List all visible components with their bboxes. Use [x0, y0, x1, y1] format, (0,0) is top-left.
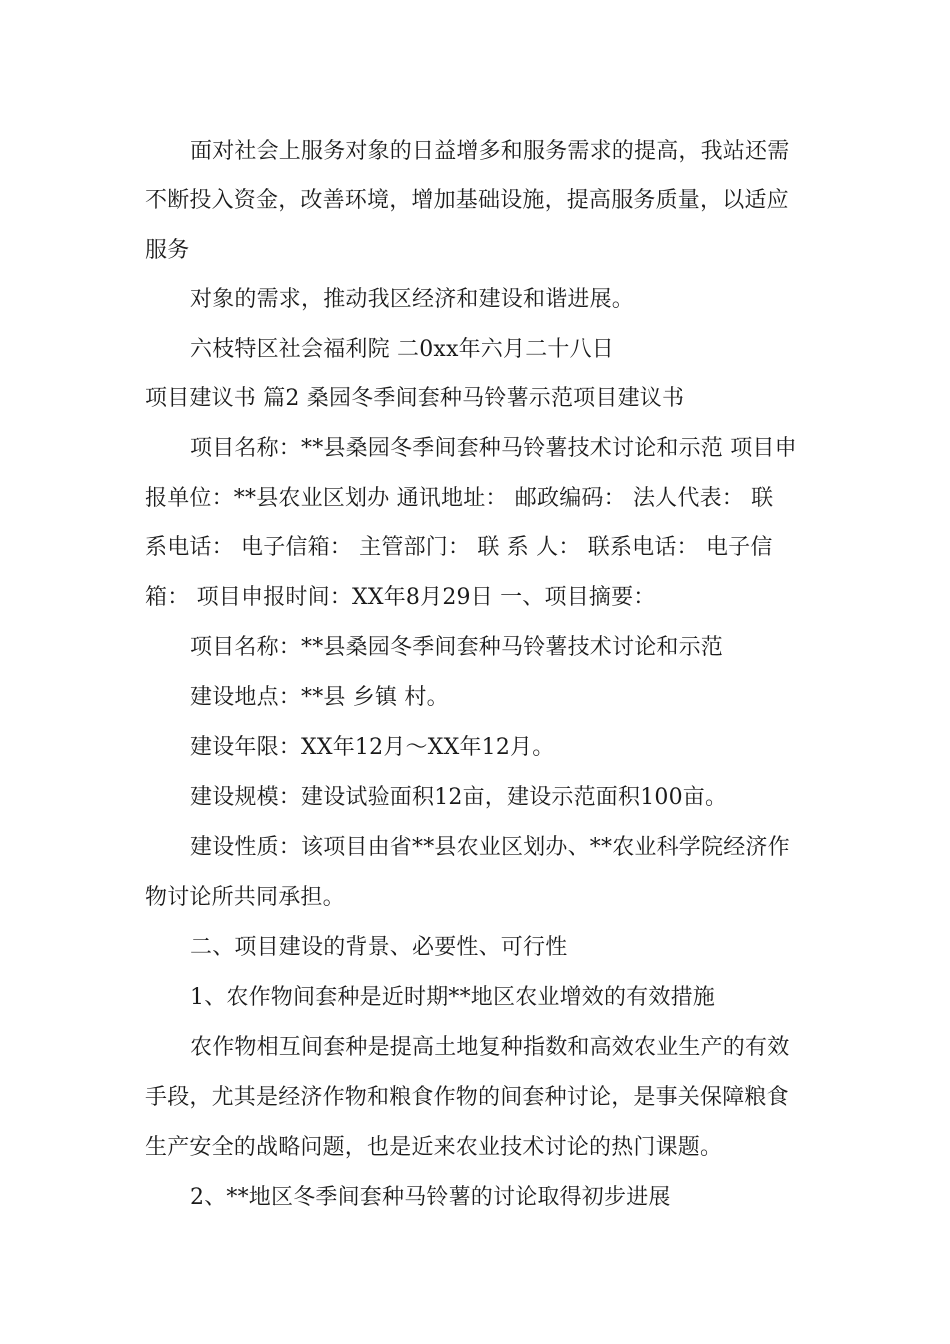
- paragraph-line: 项目名称：**县桑园冬季间套种马铃薯技术讨论和示范: [190, 635, 724, 660]
- subsection-heading: 1、农作物间套种是近时期**地区农业增效的有效措施: [190, 985, 715, 1010]
- paragraph-line: 箱： 项目申报时间：XX年8月29日 一、项目摘要：: [145, 585, 656, 610]
- paragraph-line: 报单位：**县农业区划办 通讯地址： 邮政编码： 法人代表： 联: [145, 486, 774, 511]
- subsection-heading: 2、**地区冬季间套种马铃薯的讨论取得初步进展: [190, 1185, 671, 1210]
- paragraph-line: 手段，尤其是经济作物和粮食作物的间套种讨论，是事关保障粮食: [145, 1085, 789, 1110]
- paragraph-line: 建设规模：建设试验面积12亩，建设示范面积100亩。: [190, 785, 728, 810]
- signature-line: 六枝特区社会福利院 二0xx年六月二十八日: [190, 337, 615, 362]
- paragraph-line: 系电话： 电子信箱： 主管部门： 联 系 人： 联系电话： 电子信: [145, 535, 773, 560]
- paragraph-line: 农作物相互间套种是提高土地复种指数和高效农业生产的有效: [190, 1035, 790, 1060]
- paragraph-line: 生产安全的战略问题，也是近来农业技术讨论的热门课题。: [145, 1135, 723, 1160]
- section-heading: 项目建议书 篇2 桑园冬季间套种马铃薯示范项目建议书: [145, 386, 685, 411]
- paragraph-line: 建设性质：该项目由省**县农业区划办、**农业科学院经济作: [190, 835, 790, 860]
- paragraph-line: 物讨论所共同承担。: [145, 885, 345, 910]
- paragraph-line: 建设地点：**县 乡镇 村。: [190, 685, 449, 710]
- section-heading: 二、项目建设的背景、必要性、可行性: [190, 935, 568, 960]
- paragraph-line: 服务: [145, 238, 190, 263]
- paragraph-line: 不断投入资金，改善环境，增加基础设施，提高服务质量，以适应: [145, 188, 789, 213]
- paragraph-line: 项目名称：**县桑园冬季间套种马铃薯技术讨论和示范 项目申: [190, 436, 797, 461]
- paragraph-line: 面对社会上服务对象的日益增多和服务需求的提高，我站还需: [190, 139, 790, 164]
- paragraph-line: 对象的需求，推动我区经济和建设和谐进展。: [190, 287, 635, 312]
- paragraph-line: 建设年限：XX年12月～XX年12月。: [190, 735, 555, 760]
